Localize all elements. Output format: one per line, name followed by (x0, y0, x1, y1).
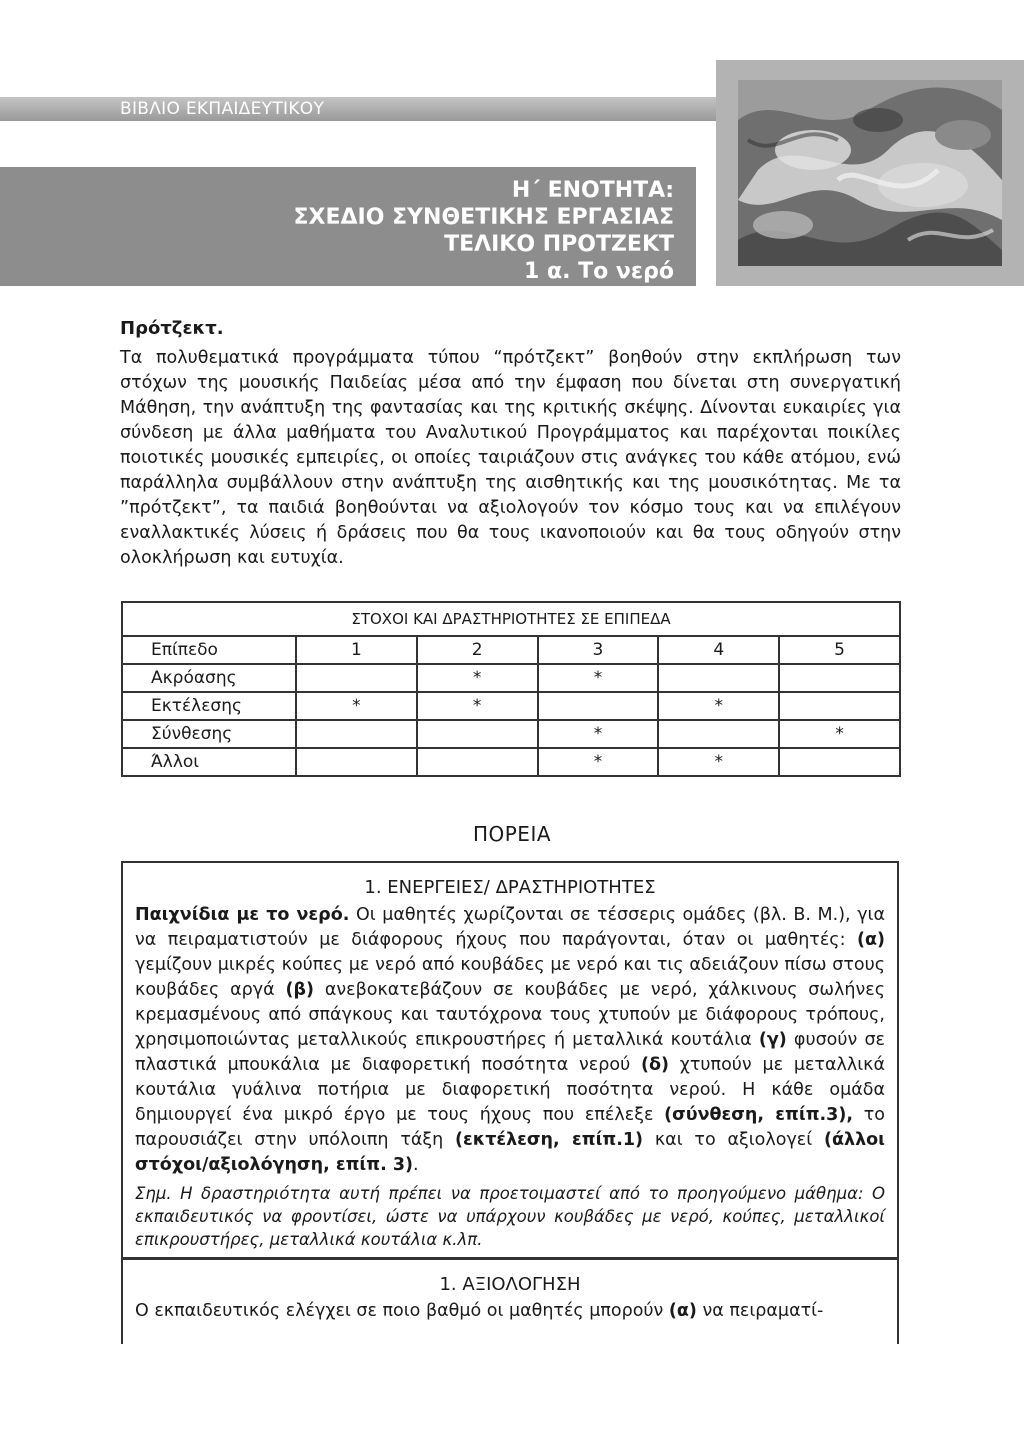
bold-marker: (γ) (758, 1030, 787, 1050)
unit-title-line: 1 α. Το νερό (524, 259, 674, 284)
table-caption: ΣΤΟΧΟΙ ΚΑΙ ΔΡΑΣΤΗΡΙΟΤΗΤΕΣ ΣΕ ΕΠΙΠΕΔΑ (122, 602, 900, 636)
table-cell: * (417, 664, 538, 692)
table-header-row (122, 636, 900, 664)
table-header-cell: 2 (417, 636, 538, 664)
text-span: να πειραματί- (696, 1301, 824, 1321)
table-cell (296, 748, 417, 776)
table-cell: * (658, 748, 779, 776)
table-header-cell: Επίπεδο (122, 636, 296, 664)
intro-paragraph: Τα πολυθεματικά προγράμματα τύπου “πρότζεκτ” βοηθούν στην εκπλήρωση των στόχων της μουσικής Παιδείας μέσα από την έμφαση που δίνεται στη συνεργατική Μάθηση, την ανάπτυξη της φαντασίας και της κριτικής σκέψης. Δίνονται ευκαιρίες για σύνδεση με άλλα μαθήματα του Αναλυτικού Προγράμματος και παρέχονται ποικίλες ποιοτικές μουσικές εμπειρίες, οι οποίες ταιριάζουν στις ανάγκες του κάθε ατόμου, ενώ παράλληλα συμβάλλουν στην ανάπτυξη της αισθητικής και της μουσικότητας. Με τα ”πρότζεκτ”, τα παιδιά βοηθούνται να αξιολογούν τον κόσμο τους και να επιλέγουν εναλλακτικές λύσεις ή δράσεις που θα τους ικανοποιούν και θα τους οδηγούν στην ολοκλήρωση και ευτυχία. (120, 348, 901, 568)
table-row-label: Ακρόασης (122, 664, 296, 692)
table-cell: * (538, 720, 659, 748)
text-span: Οι μαθητές χωρίζονται σε τέσσερις ομάδες (βλ. Β. Μ.), για να πειραματιστούν με διάφορους ήχους που παράγονται, όταν οι μαθητές: (135, 905, 886, 950)
table-row-label: Εκτέλεσης (122, 692, 296, 720)
activities-text (135, 903, 885, 1178)
table-cell: * (417, 692, 538, 720)
table-cell (417, 748, 538, 776)
activities-lead: Παιχνίδια με το νερό. (135, 905, 350, 925)
table-row-label: Άλλοι (122, 748, 296, 776)
table-cell: * (296, 692, 417, 720)
table-cell (779, 692, 900, 720)
photo-frame (716, 60, 1024, 286)
text-span: φυσούν σε πλαστικά μπουκάλια με διαφορετική ποσότητα νερού (135, 1030, 886, 1075)
table-cell: * (538, 664, 659, 692)
text-span: χτυπούν με μεταλλικά κουτάλια γυάλινα ποτήρια με διαφορετική ποσότητα νερού. Η κάθε ομάδα δημιουργεί ένα μικρό έργο με τους ήχους που επέλεξε (135, 1055, 885, 1125)
bold-marker: (α) (856, 930, 885, 950)
unit-title-line: ΤΕΛΙΚΟ ΠΡΟΤΖΕΚΤ (444, 232, 674, 257)
bold-marker: (εκτέλεση, επίπ.1) (455, 1130, 644, 1150)
table-cell: * (779, 720, 900, 748)
table-cell (296, 664, 417, 692)
table-caption-row (122, 602, 900, 636)
table-cell (417, 720, 538, 748)
bold-marker: (άλλοι στόχοι/αξιολόγηση, επίπ. 3) (135, 1130, 885, 1175)
evaluation-text (135, 1299, 885, 1324)
table-row-label: Σύνθεσης (122, 720, 296, 748)
table-row (122, 720, 900, 748)
table-cell (538, 692, 659, 720)
evaluation-box (121, 1258, 899, 1344)
evaluation-heading: 1. ΑΞΙΟΛΟΓΗΣΗ (439, 1274, 581, 1295)
text-span: . (413, 1155, 419, 1175)
section-heading: Πρότζεκτ. (120, 318, 224, 339)
text-span: ανεβοκατεβάζουν σε κουβάδες με νερό, χάλκινους σωλήνες κρεμασμένους από σπάγκους και ταυτόχρονα τους χτυπούν με διάφορους τρόπους, χρησιμοποιώντας μεταλλικούς επικρουστήρες ή μεταλλικά κουτάλια (135, 980, 885, 1050)
bold-marker: (δ) (640, 1055, 670, 1075)
table-cell (658, 720, 779, 748)
table-header-cell: 4 (658, 636, 779, 664)
text-span: το παρουσιάζει στην υπόλοιπη τάξη (135, 1105, 885, 1150)
table-cell (779, 748, 900, 776)
text-span: και το αξιολογεί (643, 1130, 824, 1150)
activities-heading: 1. ΕΝΕΡΓΕΙΕΣ/ ΔΡΑΣΤΗΡΙΟΤΗΤΕΣ (364, 877, 656, 898)
water-splash-photo (738, 80, 1002, 266)
table-row (122, 664, 900, 692)
unit-title-line: Η΄ ΕΝΟΤΗΤΑ: (511, 178, 674, 203)
unit-title (294, 177, 675, 285)
table-row (122, 692, 900, 720)
table-cell (779, 664, 900, 692)
levels-table (121, 601, 901, 777)
text-span: Ο εκπαιδευτικός ελέγχει σε ποιο βαθμό οι μαθητές μπορούν (135, 1301, 669, 1321)
bold-marker: (σύνθεση, επίπ.3), (664, 1105, 854, 1125)
poreia-heading: ΠΟΡΕΙΑ (472, 822, 552, 846)
table-cell (296, 720, 417, 748)
text-span: γεμίζουν μικρές κούπες με νερό από κουβάδες με νερό και τις αδειάζουν πίσω στους κουβάδες αργά (135, 955, 885, 1000)
bold-marker: (α) (668, 1301, 697, 1321)
unit-title-line: ΣΧΕΔΙΟ ΣΥΝΘΕΤΙΚΗΣ ΕΡΓΑΣΙΑΣ (293, 205, 674, 230)
book-label: ΒΙΒΛΙΟ ΕΚΠΑΙΔΕΥΤΙΚΟΥ (120, 99, 325, 119)
table-header-cell: 5 (779, 636, 900, 664)
table-header-cell: 1 (296, 636, 417, 664)
unit-title-box (0, 167, 696, 286)
table-row (122, 748, 900, 776)
table-cell: * (538, 748, 659, 776)
header-bar (0, 97, 716, 121)
table-header-cell: 3 (538, 636, 659, 664)
table-cell: * (658, 692, 779, 720)
activities-note: Σημ. Η δραστηριότητα αυτή πρέπει να προετοιμαστεί από το προηγούμενο μάθημα: Ο εκπαιδευτικός να φροντίσει, ώστε να υπάρχουν κουβάδες με νερό, κούπες, μεταλλικοί επικρουστήρες, μεταλλικά κουτάλια κ.λπ. (135, 1184, 885, 1249)
activities-box (121, 861, 899, 1259)
table-cell (658, 664, 779, 692)
bold-marker: (β) (285, 980, 315, 1000)
